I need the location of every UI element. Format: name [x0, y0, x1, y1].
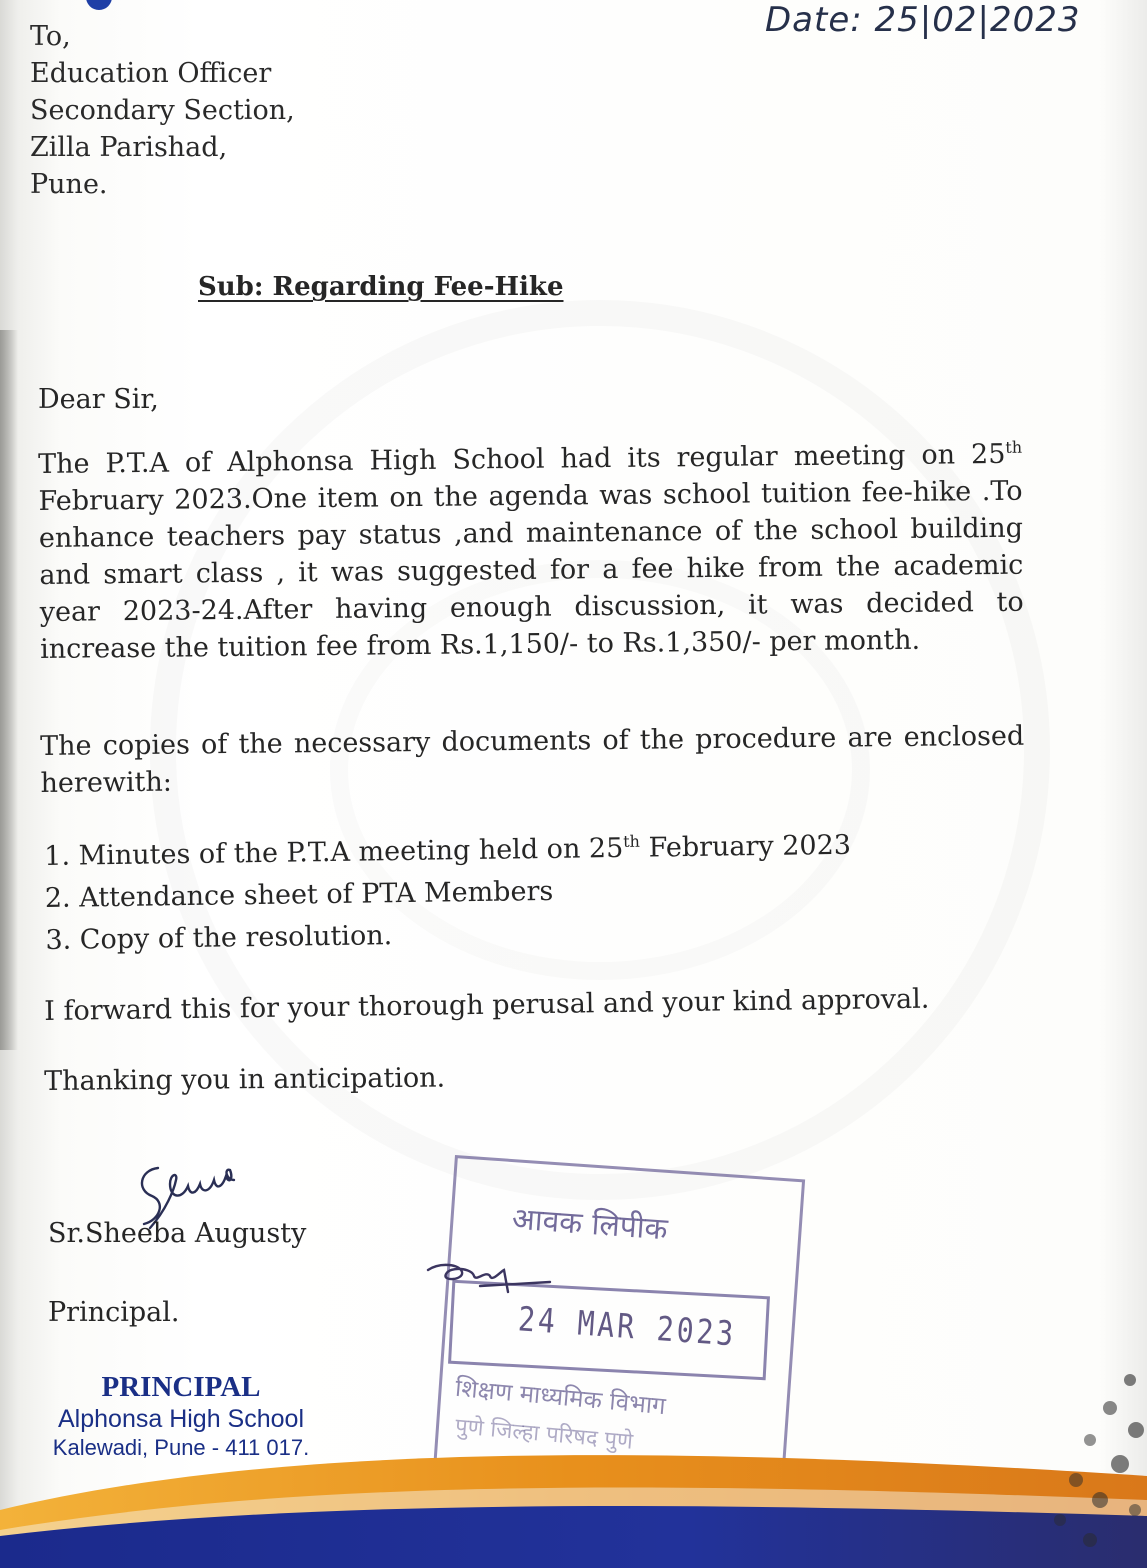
enclosure-item: 2. Attendance sheet of PTA Members	[44, 875, 554, 914]
address-line: Education Officer	[30, 58, 272, 89]
enclosure-1-text-b: February 2023	[639, 829, 852, 864]
closing-line: Thanking you in anticipation.	[44, 1062, 446, 1097]
receipt-stamp-dept: शिक्षण माध्यमिक विभाग	[454, 1373, 667, 1421]
signatory-title: Principal.	[48, 1297, 180, 1328]
para1-text-a: The P.T.A of Alphonsa High School had its regular meeting on 25	[38, 438, 1006, 480]
receipt-stamp-header: आवक लिपीक	[510, 1201, 669, 1248]
background-pattern	[980, 1360, 1147, 1568]
enclosure-1-text-a: 1. Minutes of the P.T.A meeting held on 25	[44, 832, 624, 872]
address-line: Zilla Parishad,	[30, 132, 228, 163]
address-line: To,	[30, 21, 71, 52]
letterhead-footer-band	[0, 1440, 1147, 1568]
para1-text-b: February 2023.One item on the agenda was school tuition fee-hike .To enhance teachers pay status ,and maintenance of the school building and smart class , it was suggested for a fee hike from the academic year 2023-24.After having enough discussion, it was decided to increase the tuition fee from Rs.1,150/- to Rs.1,350/- per month.	[38, 475, 1024, 665]
signatory-name: Sr.Sheeba Augusty	[48, 1218, 307, 1249]
body-paragraph-2: The copies of the necessary documents of the procedure are enclosed herewith:	[40, 720, 1025, 799]
address-line: Pune.	[30, 169, 108, 200]
salutation: Dear Sir,	[38, 384, 159, 415]
seal-line-3: Kalewadi, Pune - 411 017.	[52, 1435, 310, 1460]
letterhead-fragment	[86, 0, 112, 10]
enclosure-item: 3. Copy of the resolution.	[45, 920, 393, 956]
letter-subject: Sub: Regarding Fee-Hike	[198, 272, 564, 302]
receipt-stamp-office: पुणे जिल्हा परिषद पुणे	[454, 1414, 634, 1455]
seal-line-1: PRINCIPAL	[101, 1371, 261, 1403]
seal-line-2: Alphonsa High School	[58, 1405, 304, 1433]
letter-date: Date: 25|02|2023	[765, 0, 1081, 40]
clerk-signature	[420, 1248, 560, 1308]
recipient-address	[30, 18, 295, 203]
address-line: Secondary Section,	[30, 95, 295, 126]
enclosure-list	[44, 825, 852, 962]
page-shadow	[0, 330, 18, 1050]
forward-line: I forward this for your thorough perusal and your kind approval.	[44, 983, 930, 1027]
para1-sup: th	[1005, 437, 1023, 457]
receipt-stamp-date: 24 MAR 2023	[516, 1299, 738, 1354]
enclosure-1-sup: th	[623, 831, 641, 851]
body-paragraph-1	[38, 436, 1024, 668]
